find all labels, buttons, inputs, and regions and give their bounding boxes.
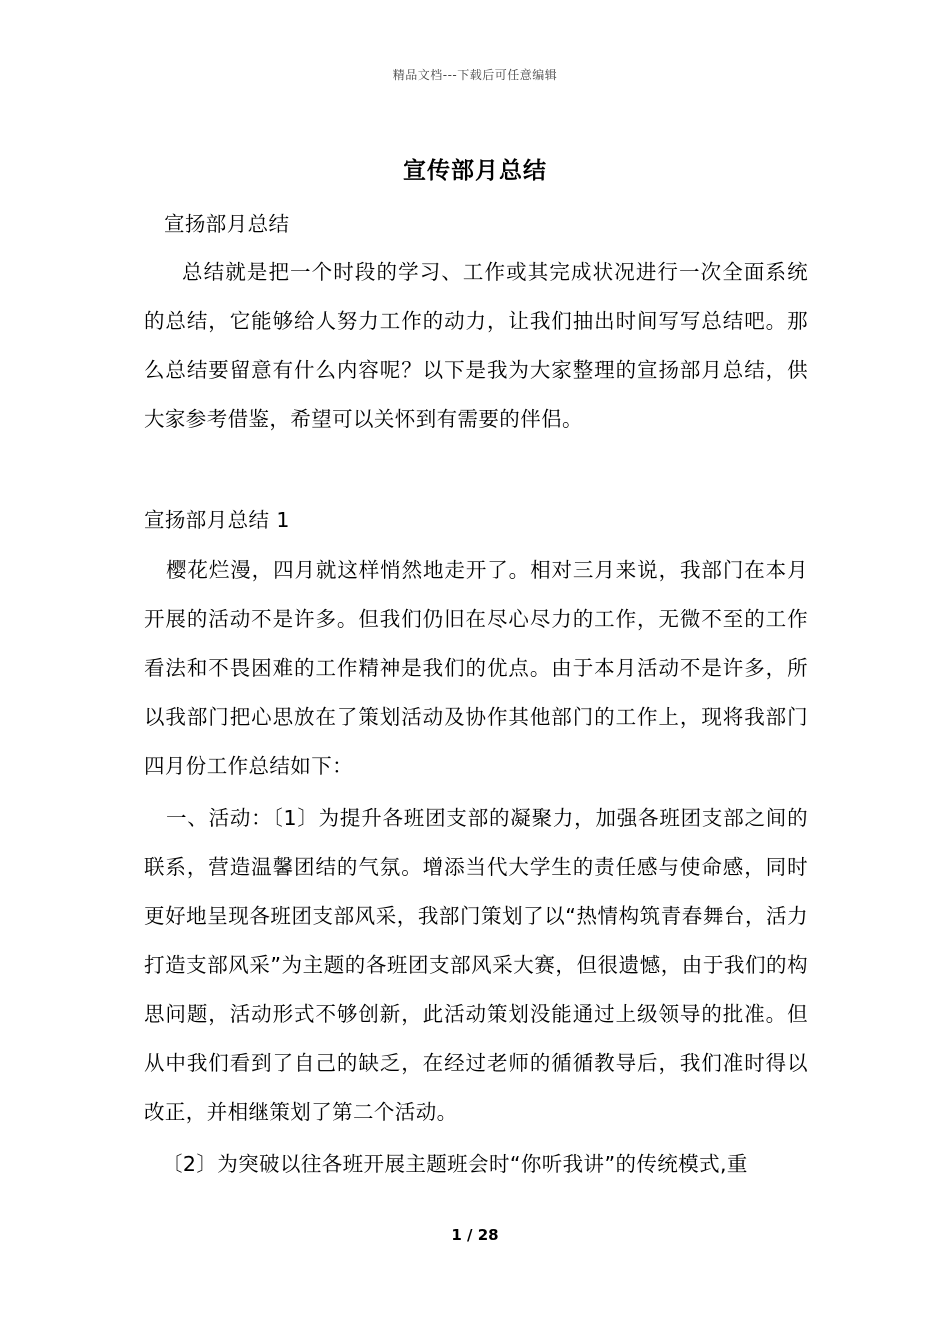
document-title: 宣传部月总结 bbox=[403, 158, 547, 184]
intro-paragraph: 总结就是把一个时段的学习、工作或其完成状况进行一次全面系统的总结，它能够给人努力工作的动力，让我们抽出时间写写总结吧。那么总结要留意有什么内容呢？以下是我为大家整理的宣扬部月总结，供大家参考借鉴，希望可以关怀到有需要的伴侣。 bbox=[144, 260, 808, 431]
section-heading: 宣扬部月总结 1 bbox=[144, 508, 290, 532]
page-number: 1 / 28 bbox=[451, 1226, 499, 1244]
page-header: 精品文档---下载后可任意编辑 bbox=[392, 68, 558, 82]
body-paragraph-activity-2: 〔2〕为突破以往各班开展主题班会时“你听我讲”的传统模式,重 bbox=[162, 1152, 748, 1176]
body-paragraph-activity-1: 一、活动：〔1〕为提升各班团支部的凝聚力，加强各班团支部之间的联系，营造温馨团结的气氛。增添当代大学生的责任感与使命感，同时更好地呈现各班团支部风采，我部门策划了以“热情构筑青春舞台，活力打造支部风采”为主题的各班团支部风采大赛，但很遗憾，由于我们的构思问题，活动形式不够创新，此活动策划没能通过上级领导的批准。但从中我们看到了自己的缺乏，在经过老师的循循教导后，我们准时得以改正，并相继策划了第二个活动。 bbox=[144, 806, 808, 1124]
document-subtitle: 宣扬部月总结 bbox=[164, 212, 290, 236]
body-paragraph-sakura: 樱花烂漫，四月就这样悄然地走开了。相对三月来说，我部门在本月开展的活动不是许多。但我们仍旧在尽心尽力的工作，无微不至的工作看法和不畏困难的工作精神是我们的优点。由于本月活动不是许多，所以我部门把心思放在了策划活动及协作其他部门的工作上，现将我部门四月份工作总结如下： bbox=[144, 558, 808, 778]
